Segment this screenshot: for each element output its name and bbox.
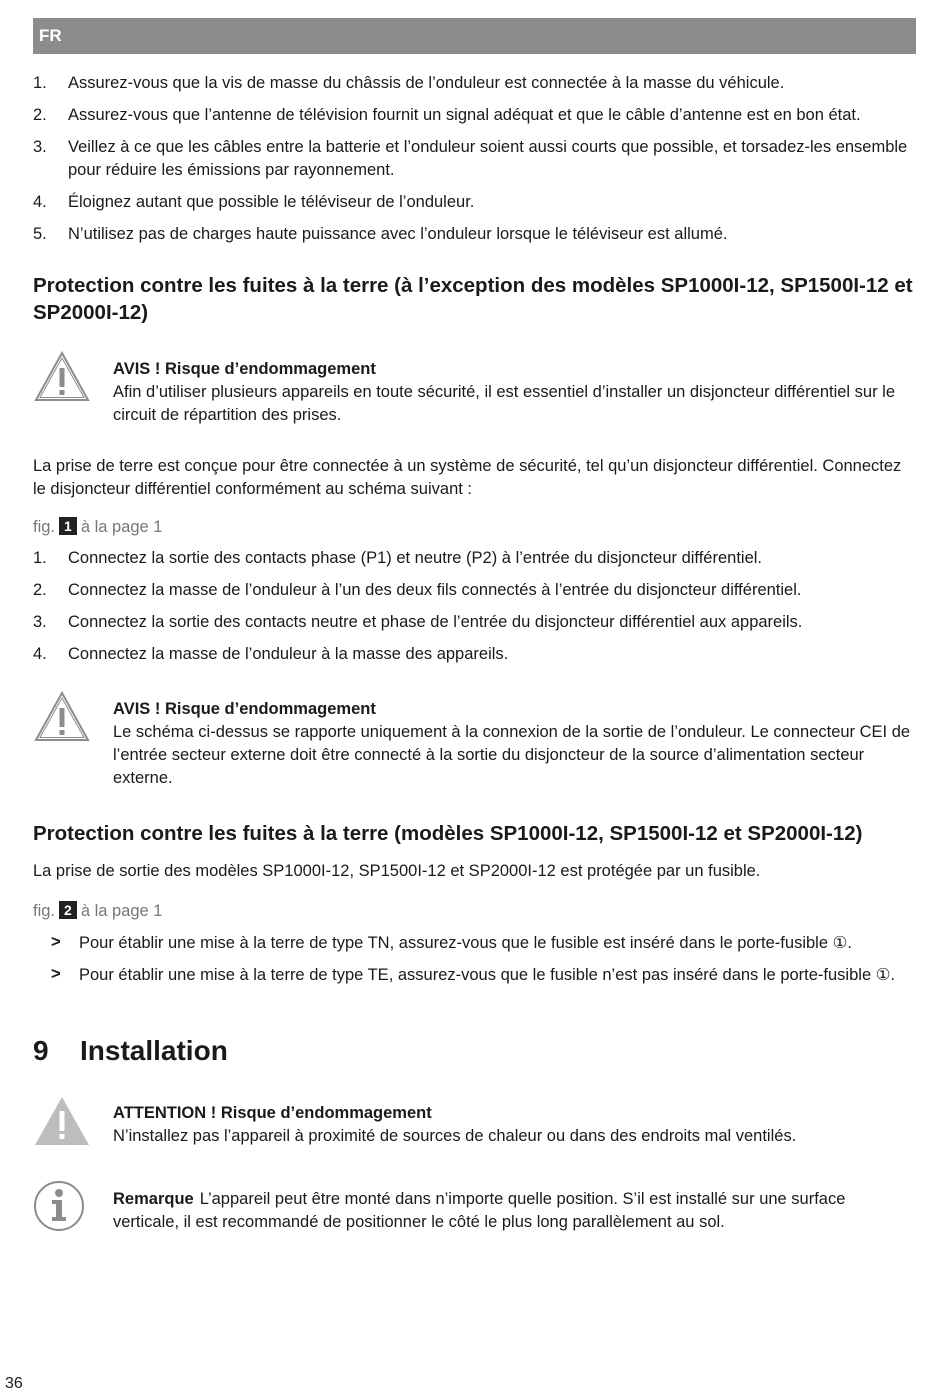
notice-text: Afin d’utiliser plusieurs appareils en toute sécurité, il est essentiel d’installer un disjoncteur différentiel sur le circuit de répartition des prises. [113,383,896,424]
list-item [33,579,916,602]
section-heading-earth-leakage: Protection contre les fuites à la terre (à l’exception des modèles SP1000I-12, SP1500I-12 et SP2000I-12) [33,274,913,324]
step-number: 2. [33,581,47,599]
warning-triangle-filled-icon [33,1094,91,1148]
language-code: FR [39,26,62,45]
manual-page [33,18,916,1234]
paragraph: La prise de sortie des modèles SP1000I-12, SP1500I-12 et SP2000I-12 est protégée par un fusible. [33,862,761,880]
step-text: N’utilisez pas de charges haute puissance avec l’onduleur lorsque le téléviseur est allumé. [68,225,728,243]
list-item [33,611,916,634]
language-header-bar [33,18,916,54]
warning-triangle-outline-icon [33,690,91,744]
attention-text: N’installez pas l’appareil à proximité de sources de chaleur ou dans des endroits mal ventilés. [113,1127,797,1145]
list-item [33,643,916,666]
step-text: Connectez la sortie des contacts neutre et phase de l’entrée du disjoncteur différentiel aux appareils. [68,613,803,631]
section-heading-earth-leakage-models: Protection contre les fuites à la terre (modèles SP1000I-12, SP1500I-12 et SP2000I-12) [33,822,863,845]
bullet-text: Pour établir une mise à la terre de type TN, assurez-vous que le fusible est inséré dans le porte-fusible [79,934,829,952]
bullet-end: . [890,966,896,984]
list-item [33,72,916,95]
bullet-marker: > [51,933,61,951]
step-number: 3. [33,138,47,156]
step-text: Éloignez autant que possible le téléviseur de l’onduleur. [68,193,475,211]
list-item [33,547,916,570]
page-number: 36 [5,1375,23,1392]
tv-interference-steps [33,72,916,246]
step-number: 1. [33,549,47,567]
step-text: Connectez la sortie des contacts phase (P1) et neutre (P2) à l’entrée du disjoncteur différentiel. [68,549,762,567]
notice-block [33,698,916,790]
figure-number-badge: 2 [59,901,77,919]
remark-block [33,1188,916,1234]
fig-suffix: à la page 1 [80,902,163,920]
attention-block [33,1102,916,1148]
figure-number-badge: 1 [59,517,77,535]
step-number: 2. [33,106,47,124]
list-item [33,931,916,955]
notice-text: Le schéma ci-dessus se rapporte uniquement à la connexion de la sortie de l’onduleur. Le connecteur CEI de l’entrée secteur externe doit être connecté à la sortie du disjoncteur de la source d’alimentation secteur externe. [113,723,911,787]
list-item [33,963,916,987]
info-circle-icon [33,1178,91,1232]
list-item [33,223,916,246]
fuse-holder-ref: ① [832,933,848,952]
step-number: 1. [33,74,47,92]
list-item [33,136,916,182]
paragraph: La prise de terre est conçue pour être connectée à un système de sécurité, tel qu’un disjoncteur différentiel. Connectez le disjoncteur différentiel conformément au schéma suivant : [33,457,902,498]
fig-prefix: fig. [33,902,56,920]
step-text: Connectez la masse de l’onduleur à la masse des appareils. [68,645,509,663]
step-number: 4. [33,193,47,211]
step-number: 3. [33,613,47,631]
bullet-text: Pour établir une mise à la terre de type TE, assurez-vous que le fusible n’est pas inséré dans le porte-fusible [79,966,872,984]
remark-label: Remarque [113,1190,194,1208]
notice-title: AVIS ! Risque d’endommagement [113,360,376,378]
chapter-title: Installation [80,1035,228,1066]
fig-suffix: à la page 1 [80,518,163,536]
bullet-marker: > [51,965,61,983]
step-number: 5. [33,225,47,243]
chapter-heading [33,1034,916,1068]
list-item [33,191,916,214]
fuse-holder-ref: ① [875,965,891,984]
list-item [33,104,916,127]
rcd-connection-steps [33,547,916,666]
notice-title: AVIS ! Risque d’endommagement [113,700,376,718]
chapter-number: 9 [33,1035,49,1066]
notice-block [33,358,916,427]
fig-prefix: fig. [33,518,56,536]
remark-text: L’appareil peut être monté dans n’importe quelle position. S’il est installé sur une surface verticale, il est recommandé de positionner le côté le plus long parallèlement au sol. [113,1190,846,1231]
step-text: Connectez la masse de l’onduleur à l’un des deux fils connectés à l’entrée du disjoncteur différentiel. [68,581,802,599]
step-number: 4. [33,645,47,663]
earthing-bullets [33,931,916,987]
step-text: Assurez-vous que l’antenne de télévision fournit un signal adéquat et que le câble d’antenne est en bon état. [68,106,861,124]
warning-triangle-outline-icon [33,350,91,404]
bullet-end: . [847,934,852,952]
step-text: Veillez à ce que les câbles entre la batterie et l’onduleur soient aussi courts que possible, et torsadez-les ensemble pour réduire les émissions par rayonnement. [68,138,908,179]
step-text: Assurez-vous que la vis de masse du châssis de l’onduleur est connectée à la masse du véhicule. [68,74,785,92]
figure-reference [33,516,916,539]
figure-reference [33,900,916,923]
attention-title: ATTENTION ! Risque d’endommagement [113,1104,432,1122]
